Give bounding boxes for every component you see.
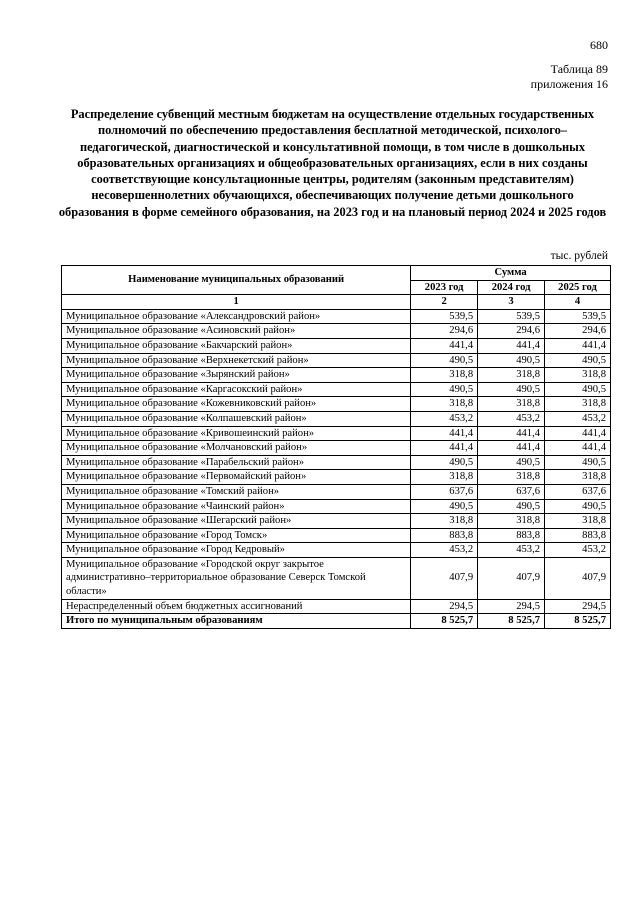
header-municipality: Наименование муниципальных образований [62,266,411,295]
table-body [62,309,611,613]
value-2025: 453,2 [545,543,611,558]
document-title: Распределение субвенций местным бюджетам на осуществление отдельных государственных полномочий по обеспечению предоставления бесплатной методической, психолого–педагогической, диагностической и консультативной помощи, в том числе в дошкольных образовательных организациях и общеобразовательных организациях, если в них созданы соответствующие консультационные центры, родителям (законным представителям) несовершеннолетних обучающихся, обеспечивающих получение детьми дошкольного образования в форме семейного образования, на 2023 год и на плановый период 2024 и 2025 годов [58,107,607,219]
table-row [62,499,611,514]
municipality-name: Муниципальное образование «Асиновский район» [62,324,411,339]
value-2023: 637,6 [411,484,478,499]
value-2025: 294,6 [545,324,611,339]
value-2023: 490,5 [411,499,478,514]
table-row [62,455,611,470]
value-2025: 318,8 [545,397,611,412]
value-2025: 637,6 [545,484,611,499]
subvention-table [61,265,611,629]
value-2025: 407,9 [545,557,611,599]
total-row [62,614,611,629]
table-row [62,426,611,441]
value-2024: 441,4 [478,441,545,456]
total-2024: 8 525,7 [478,614,545,629]
value-2023: 490,5 [411,353,478,368]
table-row [62,382,611,397]
value-2024: 318,8 [478,397,545,412]
value-2023: 490,5 [411,382,478,397]
value-2023: 490,5 [411,455,478,470]
table-row [62,470,611,485]
municipality-name: Муниципальное образование «Кожевниковский район» [62,397,411,412]
value-2025: 441,4 [545,426,611,441]
column-number: 3 [478,295,545,310]
value-2023: 318,8 [411,514,478,529]
value-2024: 294,6 [478,324,545,339]
units-label: тыс. рублей [550,250,608,262]
table-row [62,599,611,614]
appendix-reference: приложения 16 [530,77,608,91]
value-2025: 883,8 [545,528,611,543]
value-2025: 441,4 [545,441,611,456]
value-2024: 441,4 [478,338,545,353]
value-2025: 453,2 [545,411,611,426]
value-2024: 453,2 [478,411,545,426]
value-2024: 490,5 [478,499,545,514]
municipality-name: Муниципальное образование «Городской округ закрытое административно–территориальное образование Северск Томской области» [62,557,411,599]
table-row [62,411,611,426]
table-row [62,484,611,499]
value-2025: 490,5 [545,499,611,514]
table-row [62,368,611,383]
value-2024: 318,8 [478,368,545,383]
municipality-name: Муниципальное образование «Молчановский район» [62,441,411,456]
value-2023: 453,2 [411,543,478,558]
value-2024: 294,5 [478,599,545,614]
value-2024: 490,5 [478,353,545,368]
value-2025: 318,8 [545,470,611,485]
municipality-name: Муниципальное образование «Каргасокский район» [62,382,411,397]
value-2025: 318,8 [545,514,611,529]
value-2023: 539,5 [411,309,478,324]
total-label: Итого по муниципальным образованиям [62,614,411,629]
value-2023: 441,4 [411,338,478,353]
value-2024: 453,2 [478,543,545,558]
column-number: 2 [411,295,478,310]
value-2023: 294,6 [411,324,478,339]
table-row [62,397,611,412]
municipality-name: Муниципальное образование «Александровский район» [62,309,411,324]
value-2023: 407,9 [411,557,478,599]
value-2023: 883,8 [411,528,478,543]
table-row [62,353,611,368]
total-2025: 8 525,7 [545,614,611,629]
table-row [62,543,611,558]
value-2025: 490,5 [545,455,611,470]
municipality-name: Муниципальное образование «Город Кедровый» [62,543,411,558]
value-2023: 441,4 [411,426,478,441]
municipality-name: Муниципальное образование «Зырянский район» [62,368,411,383]
table-row [62,557,611,599]
header-year-2024: 2024 год [478,280,545,295]
value-2024: 490,5 [478,382,545,397]
value-2024: 637,6 [478,484,545,499]
value-2023: 294,5 [411,599,478,614]
page-number: 680 [590,38,608,52]
column-number: 1 [62,295,411,310]
table-row [62,528,611,543]
municipality-name: Муниципальное образование «Парабельский район» [62,455,411,470]
value-2023: 318,8 [411,470,478,485]
municipality-name: Муниципальное образование «Шегарский район» [62,514,411,529]
header-year-2023: 2023 год [411,280,478,295]
table-row [62,441,611,456]
municipality-name: Муниципальное образование «Первомайский район» [62,470,411,485]
table-reference [531,62,608,92]
municipality-name: Муниципальное образование «Колпашевский район» [62,411,411,426]
header-year-2025: 2025 год [545,280,611,295]
table-number: Таблица 89 [550,62,608,76]
value-2024: 407,9 [478,557,545,599]
municipality-name: Муниципальное образование «Томский район» [62,484,411,499]
municipality-name: Муниципальное образование «Город Томск» [62,528,411,543]
table-row [62,324,611,339]
value-2024: 490,5 [478,455,545,470]
municipality-name: Муниципальное образование «Бакчарский район» [62,338,411,353]
value-2025: 441,4 [545,338,611,353]
value-2025: 539,5 [545,309,611,324]
value-2025: 490,5 [545,382,611,397]
header-sum: Сумма [411,266,611,281]
value-2023: 453,2 [411,411,478,426]
value-2024: 539,5 [478,309,545,324]
table-row [62,338,611,353]
municipality-name: Нераспределенный объем бюджетных ассигнований [62,599,411,614]
value-2024: 318,8 [478,514,545,529]
municipality-name: Муниципальное образование «Верхнекетский район» [62,353,411,368]
value-2024: 883,8 [478,528,545,543]
value-2024: 318,8 [478,470,545,485]
value-2025: 294,5 [545,599,611,614]
value-2023: 318,8 [411,368,478,383]
value-2024: 441,4 [478,426,545,441]
total-2023: 8 525,7 [411,614,478,629]
value-2023: 441,4 [411,441,478,456]
municipality-name: Муниципальное образование «Чаинский район» [62,499,411,514]
value-2025: 318,8 [545,368,611,383]
column-number: 4 [545,295,611,310]
table-row [62,309,611,324]
municipality-name: Муниципальное образование «Кривошеинский район» [62,426,411,441]
value-2025: 490,5 [545,353,611,368]
table-row [62,514,611,529]
value-2023: 318,8 [411,397,478,412]
